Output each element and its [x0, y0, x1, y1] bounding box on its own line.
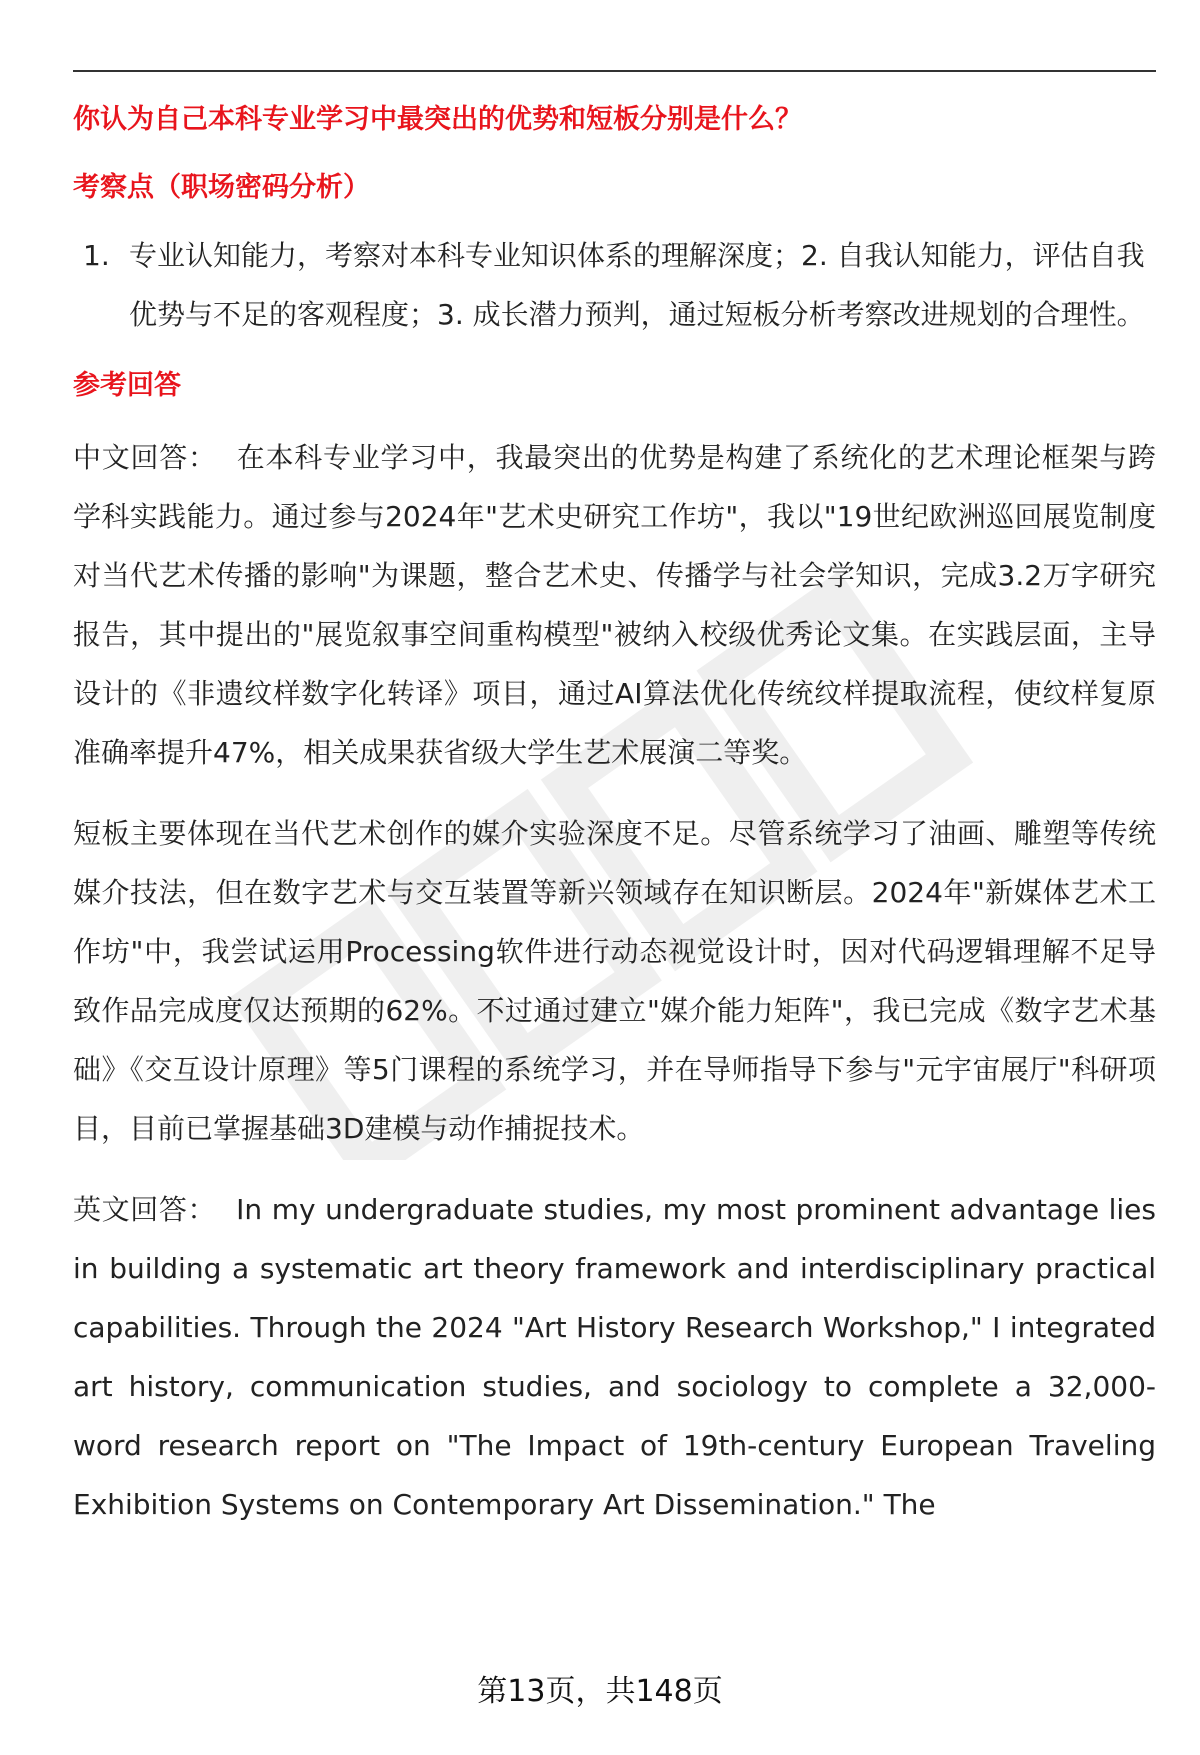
page-content	[73, 100, 1156, 1534]
header-rule	[73, 70, 1156, 72]
answer-section-title: 参考回答	[73, 370, 181, 401]
focus-section-title: 考察点（职场密码分析）	[73, 172, 370, 203]
chinese-answer-paragraph-2: 短板主要体现在当代艺术创作的媒介实验深度不足。尽管系统学习了油画、雕塑等传统媒介技法，但在数字艺术与交互装置等新兴领域存在知识断层。2024年"新媒体艺术工作坊"中，我尝试运用Processing软件进行动态视觉设计时，因对代码逻辑理解不足导致作品完成度仅达预期的62%。不过通过建立"媒介能力矩阵"，我已完成《数字艺术基础》《交互设计原理》等5门课程的系统学习，并在导师指导下参与"元宇宙展厅"科研项目，目前已掌握基础3D建模与动作捕捉技术。	[73, 817, 1156, 1145]
page-number: 第13页，共148页	[477, 1674, 723, 1709]
list-item	[73, 226, 1156, 344]
chinese-answer-paragraph-1	[73, 428, 1156, 782]
list-item-number: 1.	[83, 239, 110, 272]
list-item-text: 专业认知能力，考察对本科专业知识体系的理解深度；2. 自我认知能力，评估自我优势与不足的客观程度；3. 成长潜力预判，通过短板分析考察改进规划的合理性。	[129, 239, 1145, 331]
english-answer-label: 英文回答：	[73, 1193, 217, 1226]
focus-list	[73, 226, 1156, 344]
chinese-answer-text-1: 在本科专业学习中，我最突出的优势是构建了系统化的艺术理论框架与跨学科实践能力。通过参与2024年"艺术史研究工作坊"，我以"19世纪欧洲巡回展览制度对当代艺术传播的影响"为课题，整合艺术史、传播学与社会学知识，完成3.2万字研究报告，其中提出的"展览叙事空间重构模型"被纳入校级优秀论文集。在实践层面，主导设计的《非遗纹样数字化转译》项目，通过AI算法优化传统纹样提取流程，使纹样复原准确率提升47%，相关成果获省级大学生艺术展演二等奖。	[73, 441, 1156, 769]
question-title: 你认为自己本科专业学习中最突出的优势和短板分别是什么？	[73, 104, 802, 135]
chinese-answer-label: 中文回答：	[73, 441, 217, 474]
english-answer-text: In my undergraduate studies, my most prominent advantage lies in building a systematic art theory framework and interdisciplinary practical capabilities. Through the 2024 "Art History Research Workshop," I integrated art history, communication studies, and sociology to complete a 32,000-word research report on "The Impact of 19th-century European Traveling Exhibition Systems on Contemporary Art Dissemination." The	[73, 1193, 1156, 1521]
english-answer-paragraph	[73, 1180, 1156, 1534]
